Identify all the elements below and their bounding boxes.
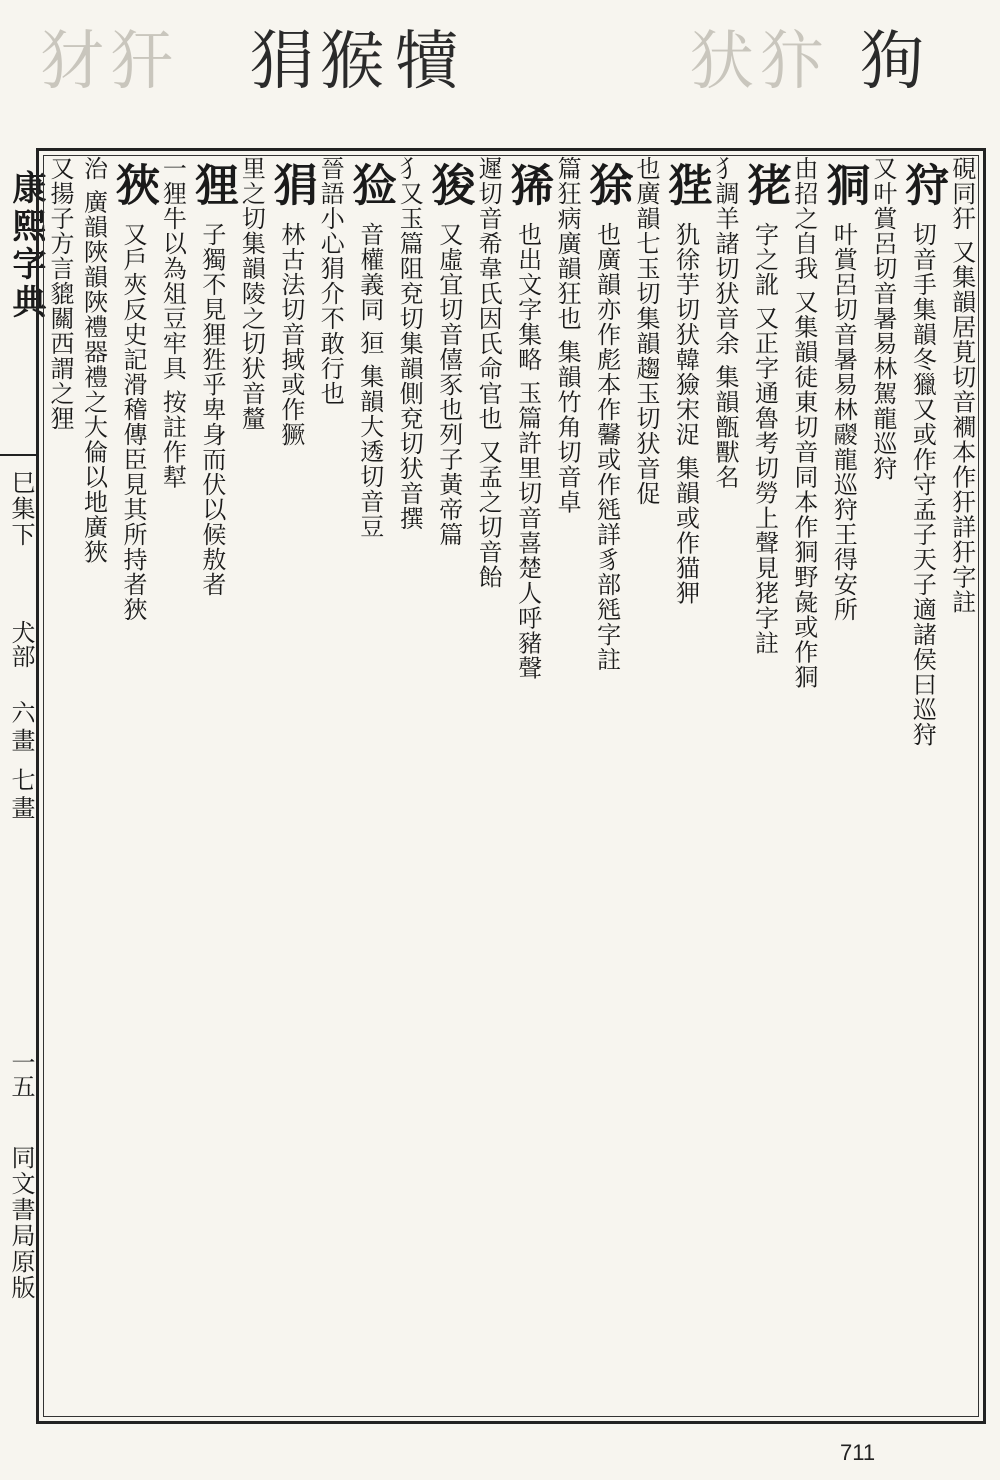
seal-script-header <box>0 0 1000 130</box>
column-text: 遲切音希韋氏因氏命官也 又孟之切音飴 <box>474 156 503 590</box>
column-text: 犭調羊諸切犾音余 集韻甑獸名 <box>710 156 739 490</box>
column-text: 篇狂病廣韻狂也 集韻竹角切音卓 <box>553 156 582 515</box>
headword: 狪 <box>818 162 870 207</box>
column-text: 犭又玉篇阻兗切集韻側兗切犾音撰 <box>395 156 424 531</box>
column-text: 硯同犴 又集韻居莧切音襉本作犴詳犴字註 <box>947 156 976 615</box>
text-column <box>265 156 317 1416</box>
text-column <box>423 156 475 1416</box>
text-column <box>581 156 633 1416</box>
text-column <box>897 156 949 1416</box>
stroke-label: 六畫 七畫 <box>7 700 35 824</box>
column-text: 又戶夾反史記滑稽傳臣見其所持者狹 <box>118 221 147 622</box>
headword: 狷 <box>265 162 317 207</box>
text-column <box>107 156 159 1416</box>
headword: 狹 <box>107 162 159 207</box>
column-text: 由招之自我 又集韻徒東切音同本作狪野彘或作狪 <box>789 156 818 690</box>
column-text: 犰徐芋切犾韓獫宋浞 集韻或作猫狎 <box>671 221 700 606</box>
column-text: 也出文字集略 玉篇許里切音喜楚人呼豬聲 <box>513 221 542 681</box>
section-label: 巳集下 <box>7 470 35 548</box>
text-column <box>946 156 978 1416</box>
text-column <box>551 156 583 1416</box>
column-text: 也廣韻七玉切集韻趨玉切犾音促 <box>632 156 661 506</box>
column-text: 也廣韻亦作彪本作毊或作毤詳豸部毤字註 <box>592 221 621 672</box>
book-title: 康熙字典 <box>6 170 46 322</box>
column-text: 又揚子方言貔關西謂之狸 <box>46 156 74 431</box>
text-column <box>344 156 396 1416</box>
headword: 狸 <box>186 162 238 207</box>
headword: 猃 <box>344 162 396 207</box>
column-text: 林古法切音掝或作獗 <box>276 221 305 447</box>
text-column <box>186 156 238 1416</box>
margin-divider <box>0 454 36 456</box>
seal-glyph: 狥 <box>860 25 930 99</box>
text-column <box>472 156 504 1416</box>
text-column <box>502 156 554 1416</box>
headword: 狻 <box>423 162 475 207</box>
text-column <box>630 156 662 1416</box>
text-column <box>235 156 267 1416</box>
text-column <box>788 156 820 1416</box>
column-text: 又虛宜切音僖豕也列子黃帝篇 <box>434 221 463 547</box>
dictionary-columns <box>44 156 978 1416</box>
text-column <box>44 156 76 1416</box>
text-column <box>77 156 109 1416</box>
column-text: 治 廣韻陜韻陜禮器禮之大倫以地廣狹 <box>79 156 108 565</box>
headword: 狴 <box>660 162 712 207</box>
column-text: 字之訛 又正字通魯考切勞上聲見狫字註 <box>750 221 779 656</box>
column-text: 里之切集韻陵之切犾音釐 <box>237 156 266 431</box>
seal-glyph: 犾犿 <box>690 25 830 99</box>
text-column <box>818 156 870 1416</box>
seal-glyph: 犲犴 <box>40 25 180 99</box>
column-text: 音權義同 狟 集韻大透切音豆 <box>355 221 384 539</box>
text-column <box>867 156 899 1416</box>
column-text: 子獨不見狸狌乎卑身而伏以候敖者 <box>197 221 226 597</box>
radical-label: 犬部 <box>7 620 35 668</box>
column-text: 切音手集韻冬獵又或作守孟子天子適諸侯曰巡狩 <box>908 221 937 747</box>
seal-glyph: 犢 <box>395 25 465 99</box>
text-column <box>393 156 425 1416</box>
seal-glyph: 狷猴 <box>250 25 390 99</box>
text-column <box>739 156 791 1416</box>
publisher: 同文書局原版 <box>7 1145 35 1301</box>
text-column <box>156 156 188 1416</box>
text-column <box>314 156 346 1416</box>
column-text: 又叶賞呂切音暑易林駕龍巡狩 <box>868 156 897 481</box>
headword: 狫 <box>739 162 791 207</box>
headword: 狩 <box>897 162 949 207</box>
text-column <box>660 156 712 1416</box>
column-text: 叶賞呂切音暑易林鬷龍巡狩王得安所 <box>829 221 858 622</box>
text-column <box>709 156 741 1416</box>
headword: 狶 <box>502 162 554 207</box>
column-text: 一狸牛以為俎豆牢具 按註作犎 <box>158 156 187 490</box>
column-text: 晉語小心狷介不敢行也 <box>316 156 345 406</box>
headword: 狳 <box>581 162 633 207</box>
folio: 一五 <box>7 1050 35 1098</box>
page-number: 711 <box>840 1440 876 1465</box>
